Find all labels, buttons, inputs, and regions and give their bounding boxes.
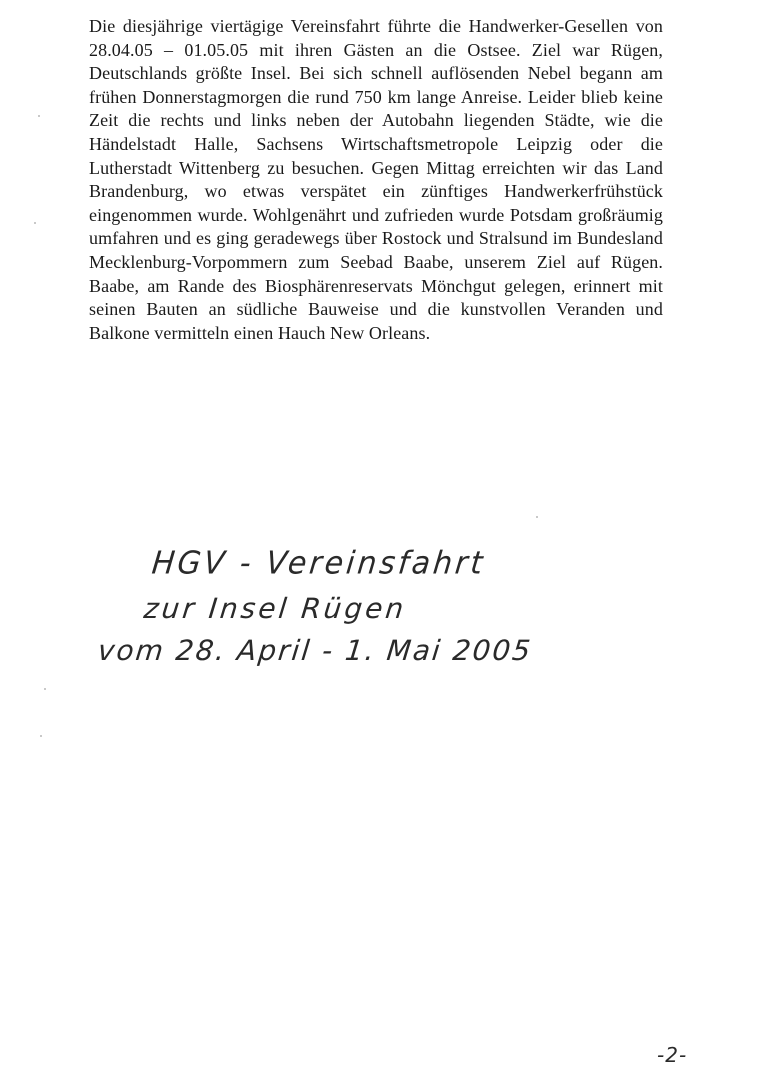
caption-line-dates: vom 28. April - 1. Mai 2005: [96, 634, 534, 667]
scan-speck: [40, 735, 42, 737]
body-paragraph: Die diesjährige viertägige Vereinsfahrt führte die Handwerker-Gesellen von 28.04.05 – 01.05.05 mit ihren Gästen an die Ostsee. Ziel war Rügen, Deutschlands größte Insel. Bei sich schnell auflösenden Nebel begann am frühen Donnerstagmorgen die rund 750 km lange Anreise. Leider blieb keine Zeit die rechts und links neben der Autobahn liegenden Städte, wie die Händelstadt Halle, Sachsens Wirtschaftsmetropole Leipzig oder die Lutherstadt Wittenberg zu besuchen. Gegen Mittag erreichten wir das Land Brandenburg, wo etwas verspätet ein zünftiges Handwerkerfrühstück eingenommen wurde. Wohlgenährt und zufrieden wurde Potsdam großräumig umfahren und es ging geradewegs über Rostock und Stralsund im Bundesland Mecklenburg-Vorpommern zum Seebad Baabe, unserem Ziel auf Rügen. Baabe, am Rande des Biosphärenreservats Mönchgut gelegen, erinnert mit seinen Bauten an südliche Bauweise und die kunstvollen Veranden und Balkone vermitteln einen Hauch New Orleans.: [89, 16, 663, 343]
scan-speck: [44, 688, 46, 690]
scan-speck: [34, 222, 36, 224]
scan-speck: [536, 516, 538, 518]
caption-line-destination: zur Insel Rügen: [142, 592, 409, 625]
handwritten-caption: [96, 532, 534, 712]
scan-speck: [38, 115, 40, 117]
caption-line-title: HGV - Vereinsfahrt: [150, 545, 488, 582]
page-number: -2-: [657, 1043, 688, 1067]
